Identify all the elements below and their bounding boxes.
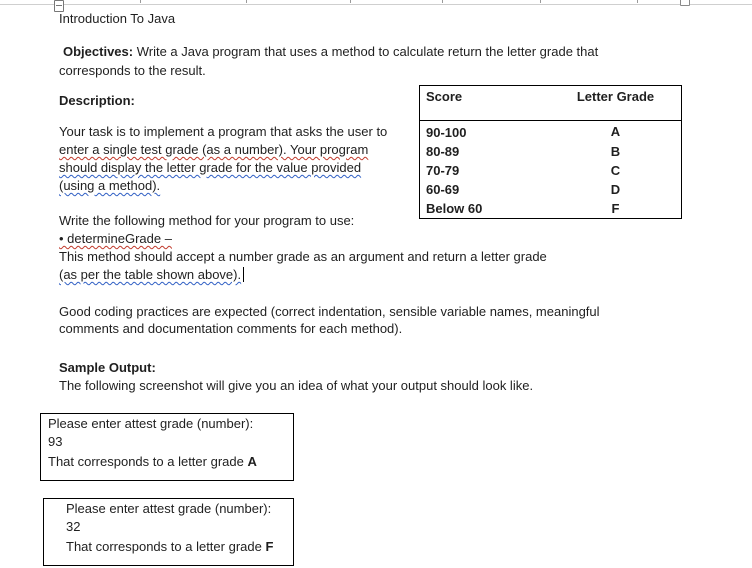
task-line: Your task is to implement a program that asks the user to xyxy=(59,124,388,139)
method-bullet: • determineGrade – xyxy=(59,231,172,246)
practices-line2: comments and documentation comments for each method). xyxy=(59,321,403,336)
method-desc-line1: This method should accept a number grade as an argument and return a letter grade xyxy=(59,249,547,264)
objectives-text: Write a Java program that uses a method to calculate return the letter grade that xyxy=(136,44,599,59)
output-input: 93 xyxy=(48,434,63,449)
text-cursor xyxy=(243,267,244,282)
output-letter: A xyxy=(247,454,257,469)
output-input: 32 xyxy=(66,519,81,534)
sample-output-box xyxy=(43,498,294,566)
doc-heading: Introduction To Java xyxy=(59,11,176,26)
ruler-tick xyxy=(140,0,141,3)
practices-line1: Good coding practices are expected (correct indentation, sensible variable names, meaningful xyxy=(59,304,600,319)
ruler-tick xyxy=(350,0,351,3)
table-row: 70-79 C xyxy=(420,161,682,180)
output-result: That corresponds to a letter grade F xyxy=(66,539,274,554)
header-letter-grade: Letter Grade xyxy=(576,89,655,104)
sample-output-desc: The following screenshot will give you an idea of what your output should look like. xyxy=(59,378,534,393)
ruler xyxy=(0,0,752,5)
grade-table xyxy=(419,85,682,219)
right-indent-marker[interactable] xyxy=(680,0,690,6)
description-label: Description: xyxy=(59,93,135,108)
ruler-tick xyxy=(540,0,541,3)
objectives-line1 xyxy=(63,43,598,60)
method-intro: Write the following method for your program to use: xyxy=(59,213,355,228)
table-row: 60-69 D xyxy=(420,180,682,199)
table-row: 80-89 B xyxy=(420,142,682,161)
method-desc-line2: (as per the table shown above). xyxy=(59,266,244,283)
task-line: should display the letter grade for the value provided xyxy=(59,160,362,175)
output-prompt: Please enter attest grade (number): xyxy=(48,416,254,431)
table-row: Below 60 F xyxy=(420,199,682,219)
objectives-line2: corresponds to the result. xyxy=(59,63,206,78)
ruler-tick xyxy=(246,0,247,3)
sample-output-label: Sample Output: xyxy=(59,360,156,375)
output-prompt: Please enter attest grade (number): xyxy=(66,501,272,516)
header-score: Score xyxy=(426,89,463,104)
table-row: 90-100 A xyxy=(420,121,682,143)
ruler-tick xyxy=(637,0,638,3)
objectives-label: Objectives: xyxy=(63,44,134,59)
sample-output-box xyxy=(40,413,294,481)
task-line: enter a single test grade (as a number). Your program xyxy=(59,142,369,157)
output-result: That corresponds to a letter grade A xyxy=(48,454,257,469)
task-line: (using a method). xyxy=(59,178,161,193)
table-header-row xyxy=(420,86,682,121)
ruler-tick xyxy=(442,0,443,3)
output-letter: F xyxy=(265,539,274,554)
